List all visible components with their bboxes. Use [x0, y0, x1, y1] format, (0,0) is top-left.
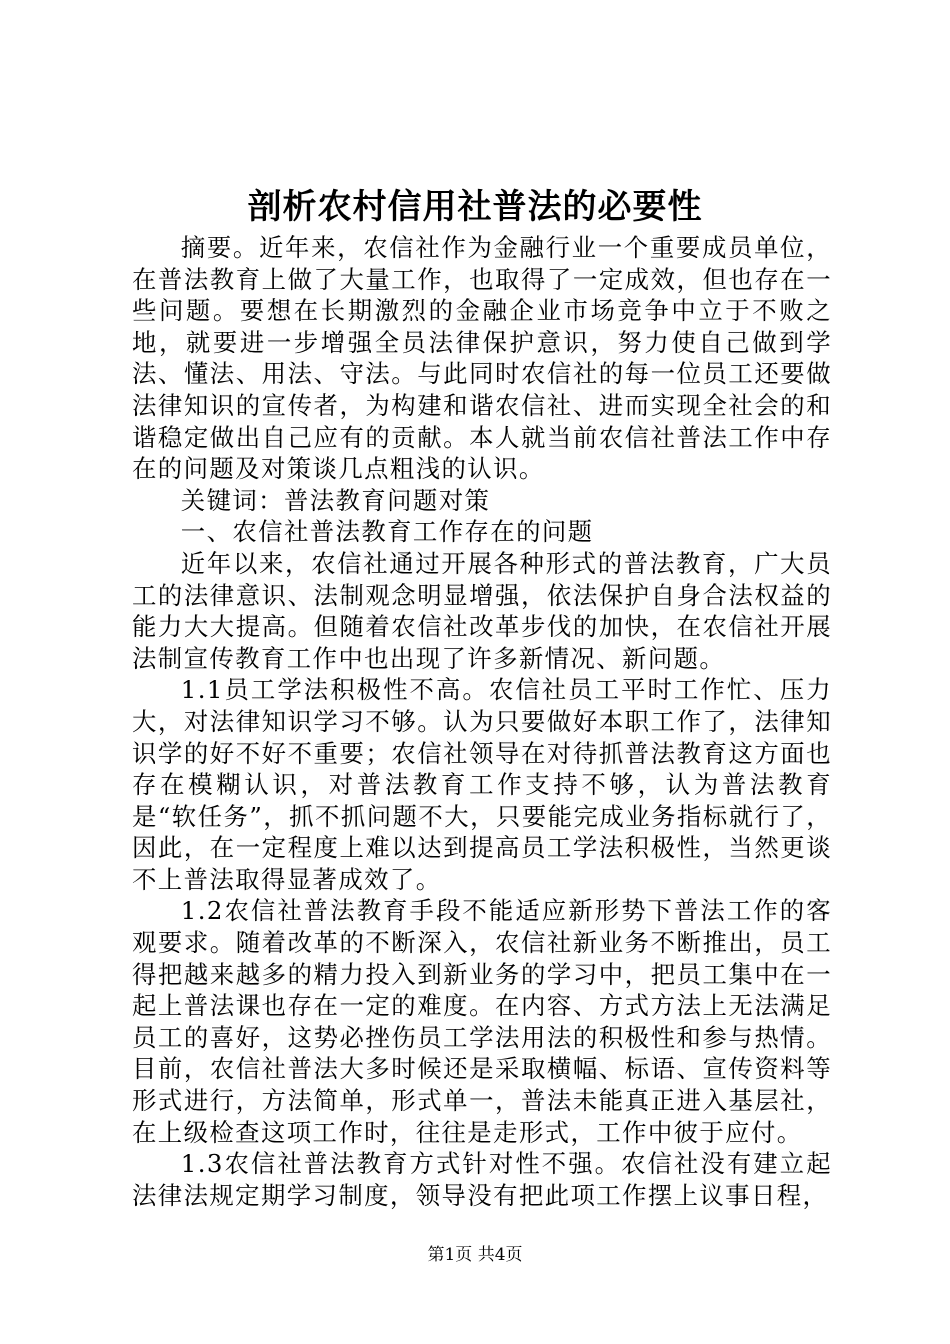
body-paragraph: 1.1员工学法积极性不高。农信社员工平时工作忙、压力大，对法律知识学习不够。认为只要做好本职工作了，法律知识学的好不好不重要；农信社领导在对待抓普法教育这方面也存在模糊认识，对普法教育工作支持不够，认为普法教育是“软任务”，抓不抓问题不大，只要能完成业务指标就行了，因此，在一定程度上难以达到提高员工学法积极性，当然更谈不上普法取得显著成效了。 — [132, 675, 832, 894]
body-paragraph: 近年以来，农信社通过开展各种形式的普法教育，广大员工的法律意识、法制观念明显增强，依法保护自身合法权益的能力大大提高。但随着农信社改革步伐的加快，在农信社开展法制宣传教育工作中也出现了许多新情况、新问题。 — [132, 548, 832, 673]
page-footer: 第1页 共4页 — [427, 1245, 523, 1265]
document-body — [132, 232, 832, 1211]
body-paragraph: 1.2农信社普法教育手段不能适应新形势下普法工作的客观要求。随着改革的不断深入，农信社新业务不断推出，员工得把越来越多的精力投入到新业务的学习中，把员工集中在一起上普法课也存在一定的难度。在内容、方式方法上无法满足员工的喜好，这势必挫伤员工学法用法的积极性和参与热情。目前，农信社普法大多时候还是采取横幅、标语、宣传资料等形式进行，方法简单，形式单一，普法未能真正进入基层社，在上级检查这项工作时，往往是走形式，工作中彼于应付。 — [132, 896, 832, 1147]
abstract-paragraph: 摘要。近年来，农信社作为金融行业一个重要成员单位，在普法教育上做了大量工作，也取得了一定成效，但也存在一些问题。要想在长期激烈的金融企业市场竞争中立于不败之地，就要进一步增强全员法律保护意识，努力使自己做到学法、懂法、用法、守法。与此同时农信社的每一位员工还要做法律知识的宣传者，为构建和谐农信社、进而实现全社会的和谐稳定做出自己应有的贡献。本人就当前农信社普法工作中存在的问题及对策谈几点粗浅的认识。 — [132, 233, 832, 484]
body-paragraph: 1.3农信社普法教育方式针对性不强。农信社没有建立起法律法规定期学习制度，领导没有把此项工作摆上议事日程， — [132, 1149, 832, 1210]
document-title: 剖析农村信用社普法的必要性 — [247, 187, 703, 227]
section-heading: 一、农信社普法教育工作存在的问题 — [180, 517, 594, 547]
keywords-paragraph: 关键词：普法教育问题对策 — [180, 485, 491, 515]
